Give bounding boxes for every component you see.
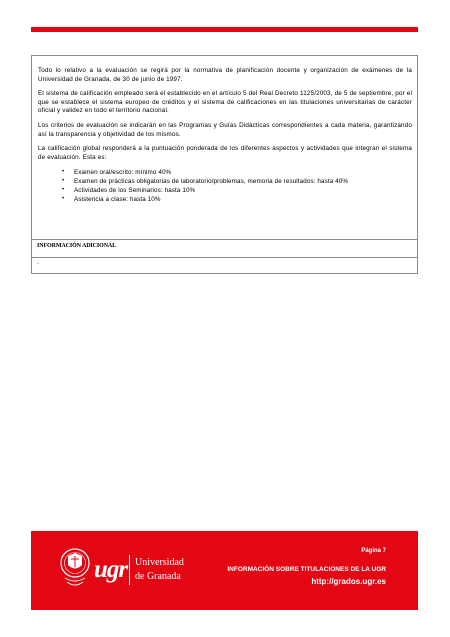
list-item: [62, 186, 412, 195]
header-red-bar: [31, 27, 418, 32]
grading-criteria-list: [62, 168, 412, 204]
list-item: [62, 195, 412, 204]
list-item-text: Examen de prácticas obligatorias de laboratorio/problemas, memoria de resultados: hasta 40%: [74, 178, 349, 186]
list-item: [62, 177, 412, 186]
university-seal-icon: [59, 548, 91, 592]
list-item: [62, 168, 412, 177]
footer-title: INFORMACIÓN SOBRE TITULACIONES DE LA UGR: [227, 566, 386, 573]
bullet-icon: •: [62, 169, 65, 176]
bullet-icon: •: [62, 196, 65, 203]
evaluation-section: [32, 56, 417, 239]
evaluation-paragraph: El sistema de calificación empleado será el establecido en el artículo 5 del Real Decreto 1125/2003, de 5 de septiembre, por el que se establece el sistema europeo de créditos y el sistema de calificaciones en las titulaciones universitarias de carácter oficial y validez en todo el territorio nacional.: [38, 90, 412, 115]
list-item-text: Examen oral/escrito: mínimo 40%: [74, 169, 172, 177]
page-footer: [31, 531, 418, 610]
bullet-icon: •: [62, 187, 65, 194]
list-item-text: Asistencia a clase: hasta 10%: [74, 196, 161, 204]
ugr-logo: [59, 548, 209, 592]
bullet-icon: •: [62, 178, 65, 185]
logo-line: Universidad: [135, 557, 184, 568]
section-divider: [32, 257, 417, 258]
list-item-text: Actividades de los Seminarios: hasta 10%: [74, 187, 196, 195]
logo-separator: [129, 555, 130, 585]
additional-info-text: -: [37, 261, 39, 267]
logo-line: de Granada: [135, 571, 181, 582]
footer-link[interactable]: http://grados.ugr.es: [311, 577, 386, 586]
section-divider: [32, 239, 417, 240]
additional-info-title: INFORMACIÓN ADICIONAL: [37, 243, 117, 249]
evaluation-paragraph: Los criterios de evaluación se indicarán en las Programas y Guías Didácticas correspondientes a cada materia, garantizando así la transparencia y objetividad de los mismos.: [38, 121, 412, 138]
logo-wordmark: [135, 556, 184, 584]
evaluation-paragraph: Todo lo relativo a la evaluación se regirá por la normativa de planificación docente y organización de exámenes de la Universidad de Granada, de 30 de junio de 1997.: [38, 67, 412, 83]
content-table: [31, 55, 418, 274]
page-number: Página 7: [361, 548, 386, 554]
logo-acronym: ugr: [94, 556, 128, 583]
evaluation-paragraph: La calificación global responderá a la puntuación ponderada de los diferentes aspectos y actividades que integran el sistema de evaluación. Esta es:: [38, 145, 412, 161]
